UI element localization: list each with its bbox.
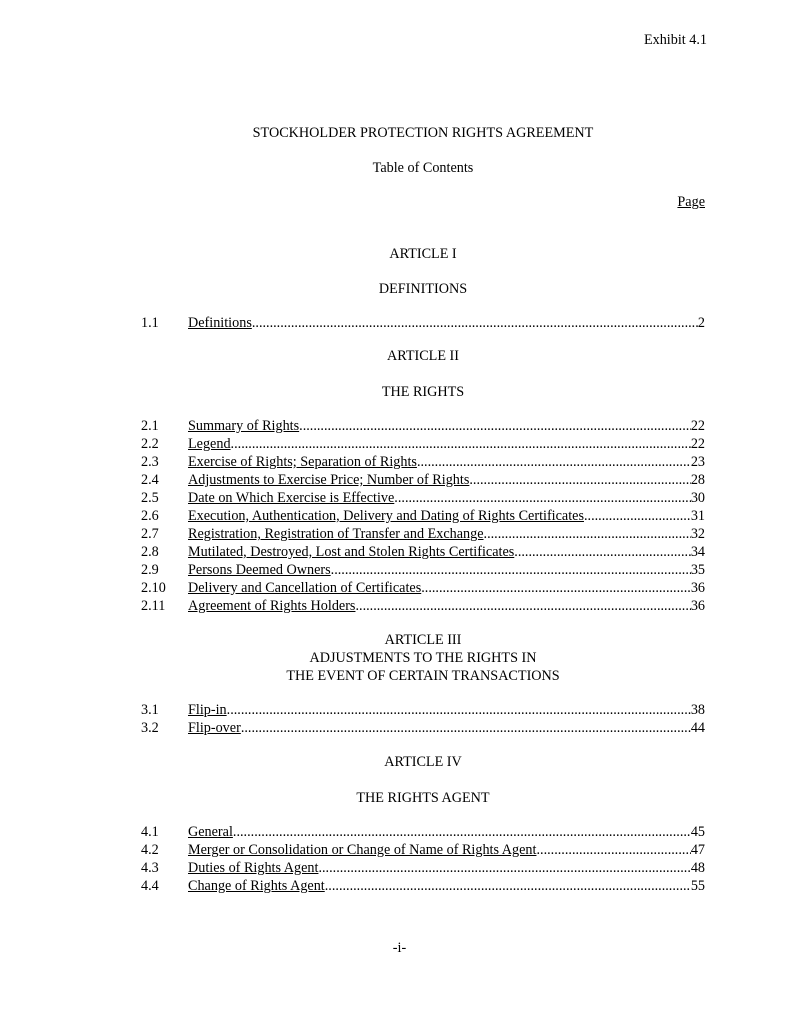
dot-leader [325,877,691,895]
section-link[interactable]: Date on Which Exercise is Effective [188,490,395,506]
section-link[interactable]: Exercise of Rights; Separation of Rights [188,454,417,470]
article-heading: ARTICLE II [386,348,460,364]
section-page: 55 [690,878,705,894]
section-page: 45 [690,824,705,840]
toc-row [141,841,705,859]
toc-entry[interactable] [188,561,705,579]
section-number: 4.4 [141,878,159,894]
section-page: 36 [690,580,705,596]
toc-entry[interactable] [188,877,705,895]
section-link[interactable]: Flip-in [188,702,227,718]
section-page: 48 [690,860,705,876]
dot-leader [231,435,691,453]
dot-leader [318,859,690,877]
dot-leader [584,507,691,525]
toc-entry[interactable] [188,525,705,543]
section-link[interactable]: Adjustments to Exercise Price; Number of Rights [188,472,470,488]
toc-entry[interactable] [188,719,705,737]
section-number: 4.2 [141,842,159,858]
toc-row [141,719,705,737]
section-page: 38 [690,702,705,718]
section-link[interactable]: Summary of Rights [188,418,300,434]
toc-entry[interactable] [188,507,705,525]
section-link[interactable]: Definitions [188,315,252,331]
article-title: THE RIGHTS [381,384,465,400]
toc-heading: Table of Contents [372,160,474,176]
toc-entry[interactable] [188,701,705,719]
dot-leader [331,561,691,579]
section-link[interactable]: Mutilated, Destroyed, Lost and Stolen Rights Certificates [188,544,515,560]
dot-leader [227,701,691,719]
dot-leader [421,579,691,597]
article-heading: ARTICLE IV [384,754,462,770]
section-number: 3.1 [141,702,159,718]
article-title: THE RIGHTS AGENT [356,790,490,806]
section-link[interactable]: General [188,824,233,840]
section-link[interactable]: Flip-over [188,720,241,736]
dot-leader [252,314,698,332]
toc-row [141,507,705,525]
section-page: 28 [690,472,705,488]
toc-row [141,314,705,332]
page-number: -i- [392,940,407,956]
section-number: 2.4 [141,472,159,488]
section-number: 3.2 [141,720,159,736]
section-link[interactable]: Registration, Registration of Transfer and Exchange [188,526,484,542]
dot-leader [514,543,691,561]
section-number: 2.11 [141,598,166,614]
section-number: 1.1 [141,315,159,331]
section-link[interactable]: Persons Deemed Owners [188,562,331,578]
section-page: 36 [690,598,705,614]
section-page: 22 [690,436,705,452]
section-number: 2.2 [141,436,159,452]
section-number: 2.3 [141,454,159,470]
dot-leader [536,841,690,859]
toc-entry[interactable] [188,841,705,859]
dot-leader [241,719,691,737]
toc-entry[interactable] [188,471,705,489]
section-page: 32 [690,526,705,542]
dot-leader [355,597,690,615]
section-link[interactable]: Agreement of Rights Holders [188,598,356,614]
section-link[interactable]: Delivery and Cancellation of Certificates [188,580,422,596]
section-number: 4.1 [141,824,159,840]
article-title: DEFINITIONS [378,281,468,297]
article-heading: ARTICLE I [389,246,457,262]
dot-leader [469,471,690,489]
toc-row [141,597,705,615]
toc-entry[interactable] [188,859,705,877]
section-number: 2.10 [141,580,166,596]
toc-entry[interactable] [188,823,705,841]
toc-entry[interactable] [188,579,705,597]
section-page: 2 [697,315,705,331]
section-page: 30 [690,490,705,506]
section-number: 2.1 [141,418,159,434]
toc-entry[interactable] [188,489,705,507]
toc-entry[interactable] [188,453,705,471]
toc-entry[interactable] [188,543,705,561]
article-heading: ARTICLE III [384,632,462,648]
section-page: 22 [690,418,705,434]
section-number: 2.5 [141,490,159,506]
section-page: 31 [690,508,705,524]
toc-row [141,877,705,895]
section-number: 2.7 [141,526,159,542]
section-page: 47 [690,842,705,858]
section-link[interactable]: Execution, Authentication, Delivery and Dating of Rights Certificates [188,508,584,524]
toc-row [141,471,705,489]
toc-entry[interactable] [188,314,705,332]
section-link[interactable]: Duties of Rights Agent [188,860,319,876]
toc-row [141,579,705,597]
toc-row [141,435,705,453]
section-page: 23 [690,454,705,470]
exhibit-label: Exhibit 4.1 [643,32,707,48]
document-title: STOCKHOLDER PROTECTION RIGHTS AGREEMENT [252,125,594,141]
toc-entry[interactable] [188,417,705,435]
toc-entry[interactable] [188,435,705,453]
toc-row [141,701,705,719]
toc-row [141,453,705,471]
dot-leader [299,417,691,435]
dot-leader [233,823,691,841]
section-link[interactable]: Merger or Consolidation or Change of Name of Rights Agent [188,842,537,858]
section-number: 2.8 [141,544,159,560]
section-number: 2.9 [141,562,159,578]
section-number: 4.3 [141,860,159,876]
page-column-label: Page [677,194,705,210]
toc-row [141,489,705,507]
toc-row [141,561,705,579]
toc-row [141,417,705,435]
section-link[interactable]: Legend [188,436,231,452]
dot-leader [484,525,691,543]
section-link[interactable]: Change of Rights Agent [188,878,325,894]
dot-leader [394,489,691,507]
toc-row [141,823,705,841]
toc-entry[interactable] [188,597,705,615]
section-number: 2.6 [141,508,159,524]
toc-row [141,859,705,877]
dot-leader [417,453,691,471]
section-page: 34 [690,544,705,560]
section-page: 44 [690,720,705,736]
toc-row [141,525,705,543]
toc-row [141,543,705,561]
article-title-line-1: ADJUSTMENTS TO THE RIGHTS IN [309,650,537,666]
article-title-line-2: THE EVENT OF CERTAIN TRANSACTIONS [286,668,560,684]
section-page: 35 [690,562,705,578]
